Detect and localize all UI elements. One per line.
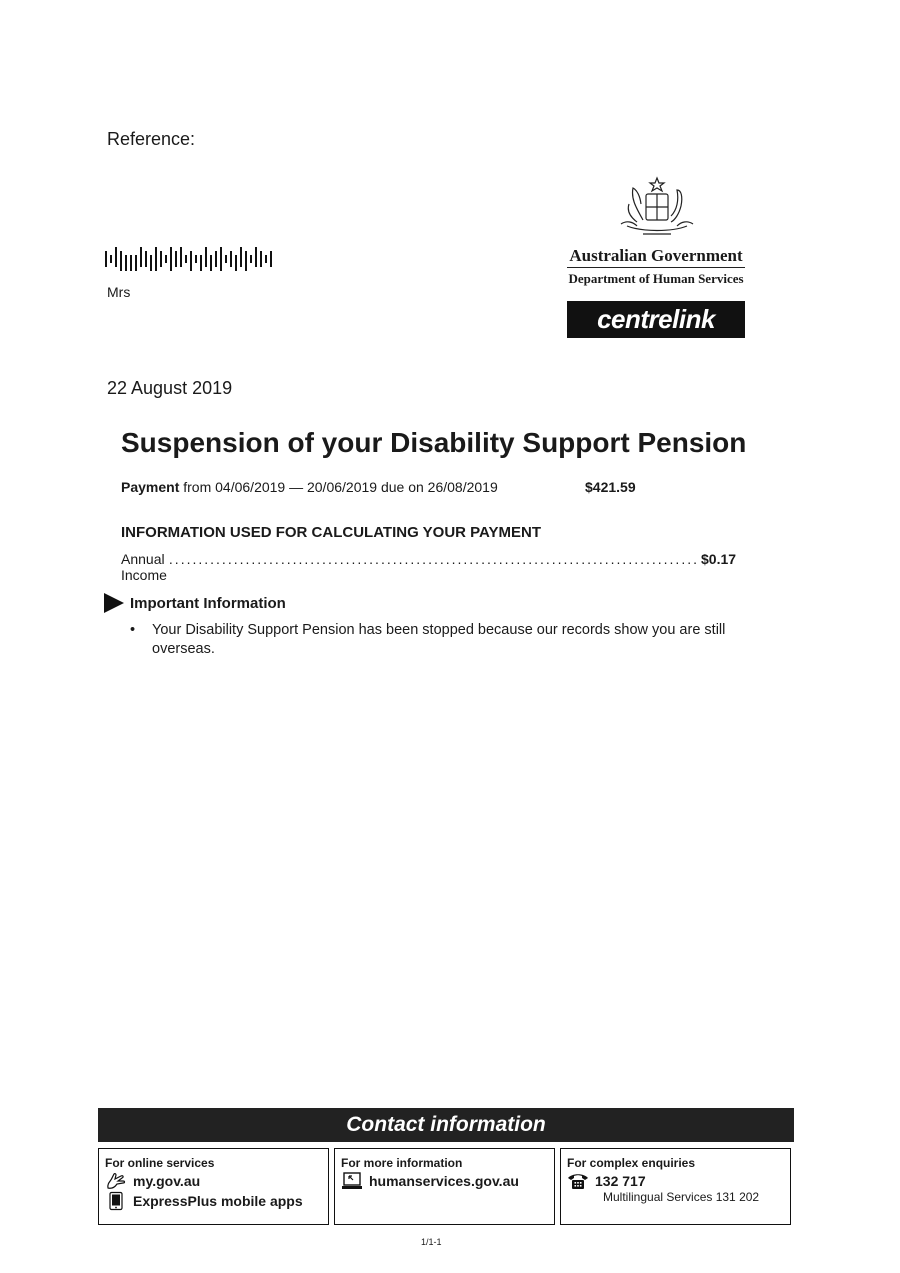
payment-period: from 04/06/2019 — 20/06/2019 due on 26/08/2019 bbox=[183, 479, 498, 495]
laptop-icon bbox=[341, 1172, 363, 1190]
complex-phone: 132 717 bbox=[595, 1173, 646, 1189]
online-title: For online services bbox=[105, 1156, 215, 1170]
contact-bar: Contact information bbox=[98, 1108, 794, 1142]
income-label: Annual Income bbox=[121, 551, 167, 583]
multilingual-services: Multilingual Services 131 202 bbox=[603, 1190, 760, 1204]
crest-icon bbox=[607, 176, 707, 242]
barcode-icon bbox=[105, 245, 275, 273]
more-title: For more information bbox=[341, 1156, 463, 1170]
info-heading: INFORMATION USED FOR CALCULATING YOUR PAYMENT bbox=[121, 524, 541, 541]
department-name: Department of Human Services bbox=[568, 271, 744, 286]
gov-name: Australian Government bbox=[569, 246, 743, 265]
hand-pointer-icon bbox=[105, 1172, 127, 1190]
payment-amount: $421.59 bbox=[585, 479, 636, 495]
contact-box-complex bbox=[560, 1148, 791, 1225]
income-row bbox=[121, 551, 737, 583]
phone-number[interactable] bbox=[567, 1172, 784, 1190]
online-item1: my.gov.au bbox=[133, 1173, 201, 1189]
income-value: $0.17 bbox=[701, 551, 737, 567]
important-heading bbox=[104, 593, 286, 613]
telephone-icon bbox=[567, 1172, 589, 1190]
contact-box-more bbox=[334, 1148, 555, 1225]
centrelink-logo: centrelink bbox=[567, 301, 745, 338]
mobile-phone-icon bbox=[105, 1192, 127, 1210]
dot-leader: .......................................................................................... bbox=[168, 551, 699, 567]
bullet-icon: • bbox=[130, 622, 136, 638]
page-number: 1/1-1 bbox=[421, 1237, 442, 1247]
contact-box-online bbox=[98, 1148, 329, 1225]
reference-label: Reference: bbox=[107, 129, 196, 149]
complex-title: For complex enquiries bbox=[567, 1156, 696, 1170]
arrow-right-icon bbox=[104, 593, 124, 613]
important-bullet bbox=[130, 621, 760, 659]
mygov-link[interactable] bbox=[105, 1172, 322, 1190]
more-item1: humanservices.gov.au bbox=[369, 1173, 519, 1189]
important-heading-text: Important Information bbox=[130, 594, 286, 612]
important-bullet-text: Your Disability Support Pension has been stopped because our records show you are still overseas. bbox=[152, 622, 726, 657]
letter-title: Suspension of your Disability Support Pension bbox=[121, 427, 747, 458]
online-item2: ExpressPlus mobile apps bbox=[133, 1193, 303, 1209]
letter-date: 22 August 2019 bbox=[107, 378, 233, 398]
expressplus-link[interactable] bbox=[105, 1192, 322, 1210]
humanservices-link[interactable] bbox=[341, 1172, 548, 1190]
salutation: Mrs bbox=[107, 284, 131, 300]
gov-divider bbox=[567, 267, 745, 268]
payment-line bbox=[121, 479, 498, 495]
payment-label: Payment bbox=[121, 479, 180, 495]
